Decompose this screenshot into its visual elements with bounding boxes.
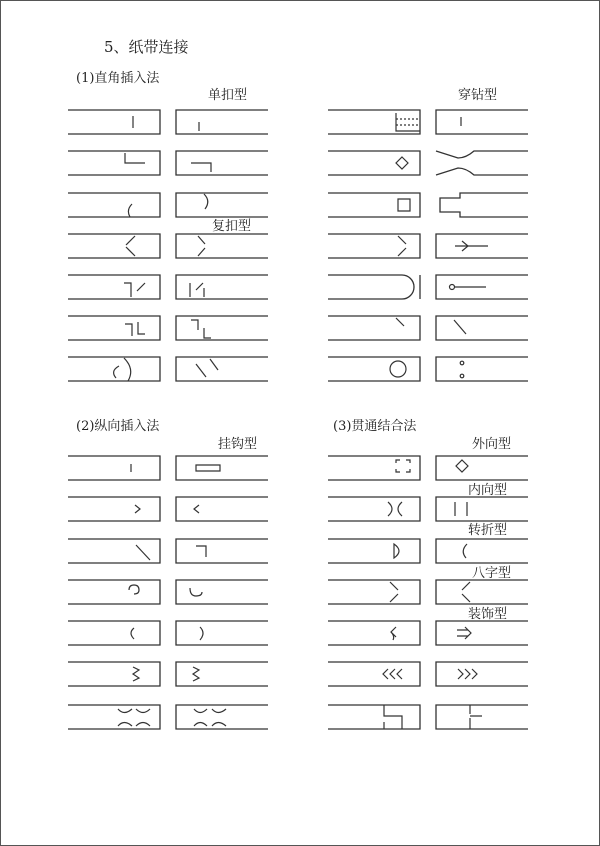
label-outward: 外向型	[472, 437, 512, 452]
strip-pair-1-4	[68, 234, 268, 258]
strip-pair-3-3	[68, 539, 268, 563]
strip-pair-3-2	[68, 497, 268, 521]
strip-pair-3-7	[68, 705, 268, 729]
strip-pair-4-5	[328, 621, 528, 645]
section-label-right-angle: (1)直角插入法	[76, 71, 160, 86]
label-decorative: 装饰型	[468, 607, 508, 622]
strip-pair-4-2	[328, 497, 528, 521]
label-threading-drill: 穿钻型	[458, 88, 498, 103]
label-turn-fold: 转折型	[468, 523, 508, 538]
strip-pair-2-1	[328, 110, 528, 134]
section-label-vertical: (2)纵向插入法	[76, 419, 160, 434]
strip-pair-1-2	[68, 151, 268, 175]
page-title: 5、纸带连接	[104, 38, 189, 56]
strip-pair-4-3	[328, 539, 528, 563]
strip-pair-4-6	[328, 662, 528, 686]
strip-pair-2-4	[328, 234, 528, 258]
strip-pair-3-5	[68, 621, 268, 645]
strip-pair-1-1	[68, 110, 268, 134]
strip-pair-1-6	[68, 316, 268, 340]
strip-pair-2-5	[328, 275, 528, 299]
strip-pair-1-7	[68, 357, 268, 381]
strip-pair-4-1	[328, 456, 528, 480]
strip-pair-1-3	[68, 193, 268, 217]
label-hook: 挂钩型	[218, 437, 258, 452]
strip-pair-4-7	[328, 705, 528, 729]
label-inward: 内向型	[468, 483, 508, 498]
strip-pair-3-4	[68, 580, 268, 604]
strip-pair-2-6	[328, 316, 528, 340]
label-single-buckle: 单扣型	[208, 88, 248, 103]
strip-pair-3-1	[68, 456, 268, 480]
label-double-buckle: 复扣型	[212, 219, 252, 234]
strip-pair-3-6	[68, 662, 268, 686]
strip-pair-2-2	[328, 151, 528, 175]
strip-pair-2-7	[328, 357, 528, 381]
strip-pair-1-5	[68, 275, 268, 299]
label-eight-shape: 八字型	[472, 566, 512, 581]
section-label-through: (3)贯通结合法	[333, 419, 417, 434]
strip-pair-2-3	[328, 193, 528, 217]
strip-pair-4-4	[328, 580, 528, 604]
